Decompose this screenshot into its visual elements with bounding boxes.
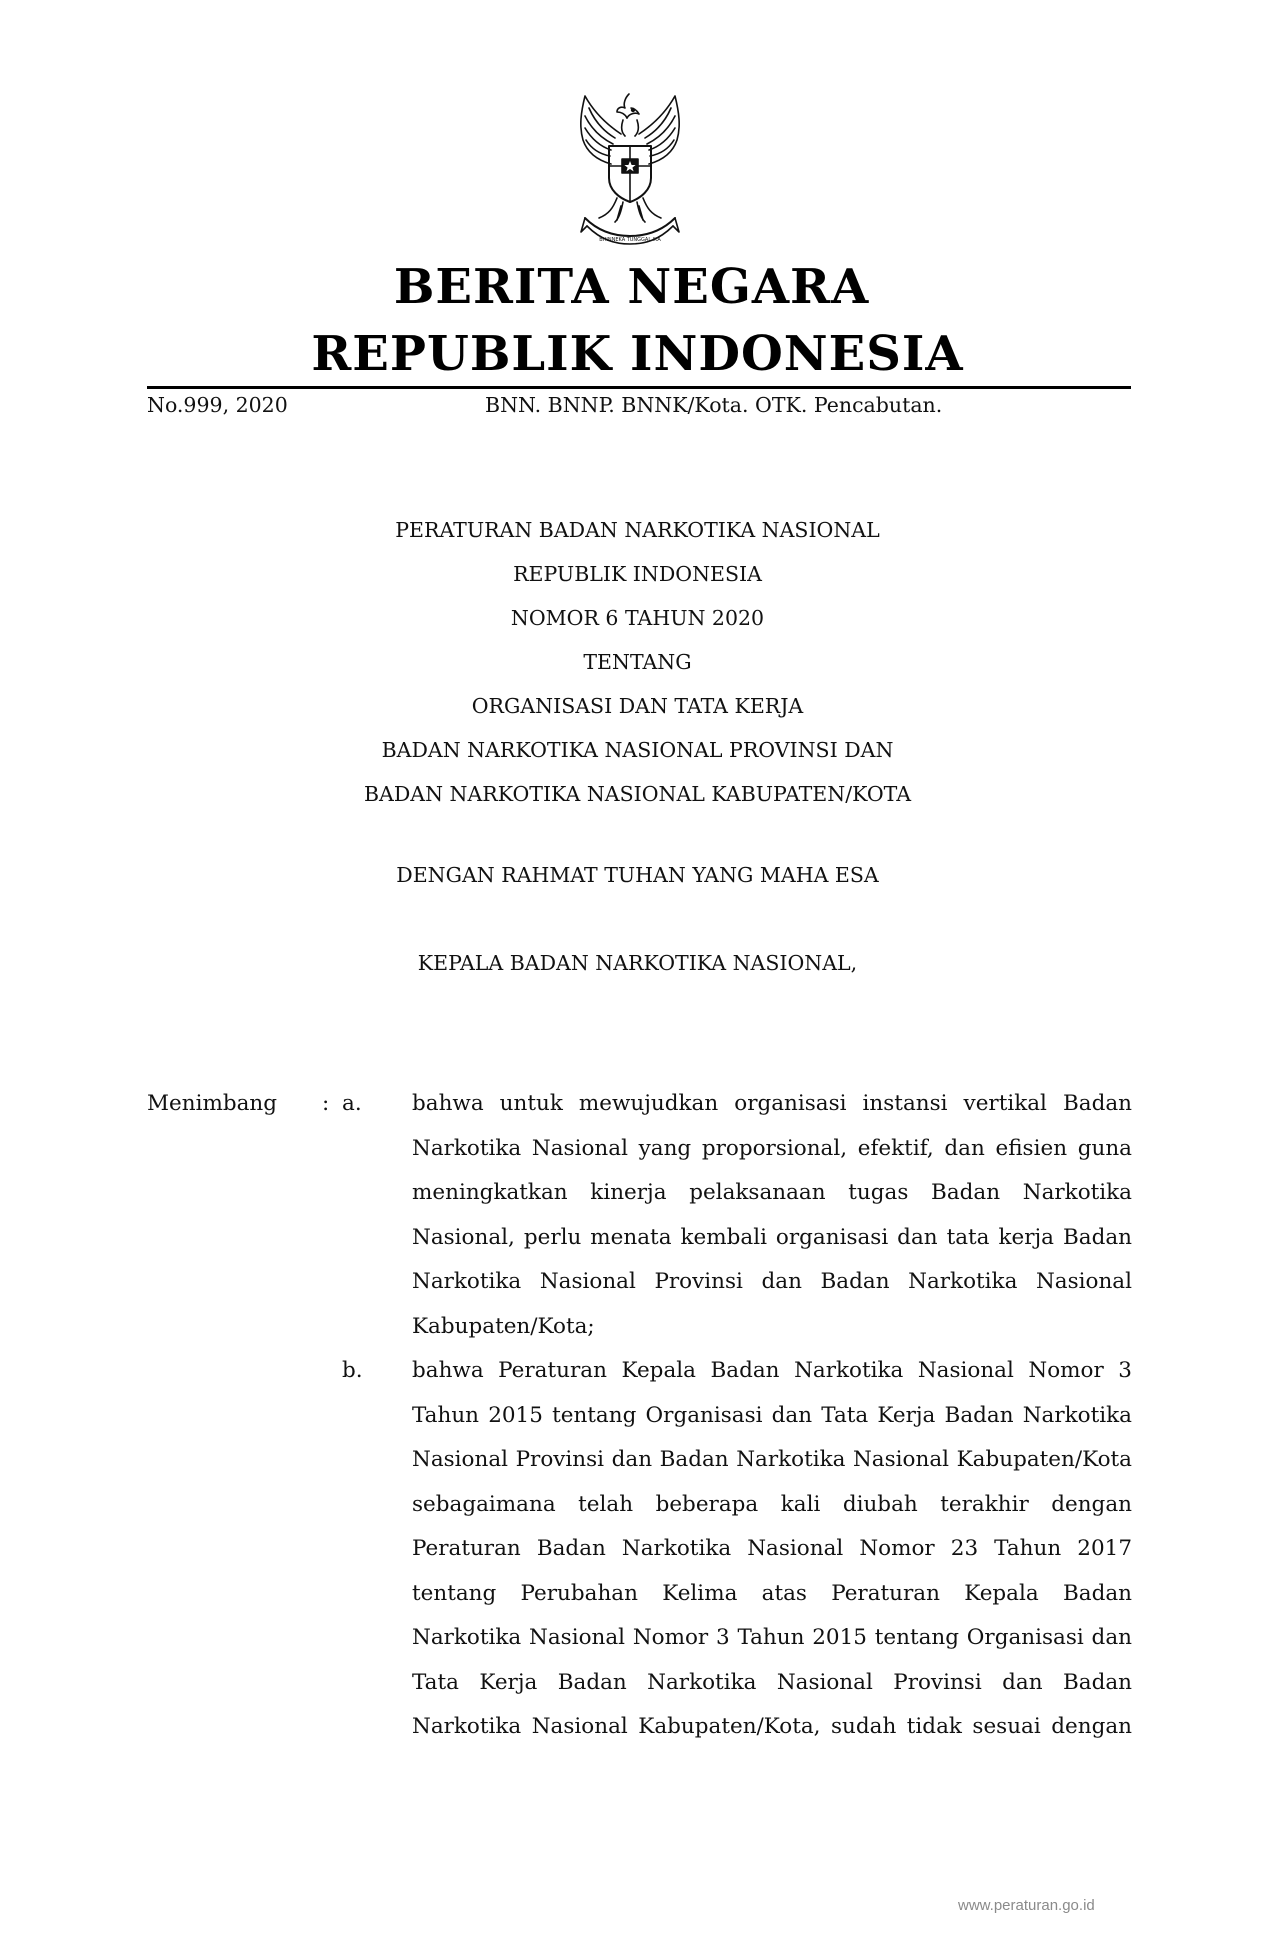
regulation-title (0, 508, 1275, 816)
regulation-title-line: BADAN NARKOTIKA NASIONAL PROVINSI DAN (381, 738, 894, 762)
masthead-title-line2: REPUBLIK INDONESIA (311, 326, 964, 382)
consideration-letter: b. (342, 1358, 363, 1383)
consideration-letter: a. (342, 1091, 362, 1116)
regulation-title-line: REPUBLIK INDONESIA (513, 562, 762, 586)
invocation: DENGAN RAHMAT TUHAN YANG MAHA ESA (396, 863, 879, 887)
issuer: KEPALA BADAN NARKOTIKA NASIONAL, (417, 951, 858, 975)
regulation-title-line: PERATURAN BADAN NARKOTIKA NASIONAL (395, 518, 880, 542)
regulation-title-line: NOMOR 6 TAHUN 2020 (510, 606, 765, 630)
masthead-divider (147, 386, 1131, 389)
regulation-title-line: ORGANISASI DAN TATA KERJA (471, 694, 804, 718)
gazette-number: No.999, 2020 (147, 393, 288, 417)
considerations-colon: : (322, 1091, 330, 1116)
consideration-item-b (147, 1349, 1132, 1750)
garuda-pancasila-emblem (555, 86, 705, 246)
gazette-codes: BNN. BNNP. BNNK/Kota. OTK. Pencabutan. (485, 393, 943, 417)
svg-text:BHINNEKA TUNGGAL IKA: BHINNEKA TUNGGAL IKA (599, 237, 661, 243)
consideration-text: bahwa Peraturan Kepala Badan Narkotika Nasional Nomor 3 Tahun 2015 tentang Organisasi dan Tata Kerja Badan Narkotika Nasional Provinsi dan Badan Narkotika Nasional Kabupaten/Kota sebagaimana telah beberapa kali diubah terakhir dengan Peraturan Badan Narkotika Nasional Nomor 23 Tahun 2017 tentang Perubahan Kelima atas Peraturan Kepala Badan Narkotika Nasional Nomor 3 Tahun 2015 tentang Organisasi dan Tata Kerja Badan Narkotika Nasional Provinsi dan Badan Narkotika Nasional Kabupaten/Kota, sudah tidak sesuai dengan (412, 1358, 1132, 1739)
regulation-title-line: TENTANG (583, 650, 692, 674)
footer-url: www.peraturan.go.id (958, 1897, 1095, 1914)
masthead-title-line1: BERITA NEGARA (393, 259, 870, 315)
considerations-label: Menimbang (147, 1091, 278, 1116)
consideration-item-a (147, 1082, 1132, 1349)
considerations-section (147, 1082, 1132, 1750)
consideration-text: bahwa untuk mewujudkan organisasi instansi vertikal Badan Narkotika Nasional yang proporsional, efektif, dan efisien guna meningkatkan kinerja pelaksanaan tugas Badan Narkotika Nasional, perlu menata kembali organisasi dan tata kerja Badan Narkotika Nasional Provinsi dan Badan Narkotika Nasional Kabupaten/Kota; (412, 1091, 1132, 1339)
regulation-title-line: BADAN NARKOTIKA NASIONAL KABUPATEN/KOTA (363, 782, 912, 806)
